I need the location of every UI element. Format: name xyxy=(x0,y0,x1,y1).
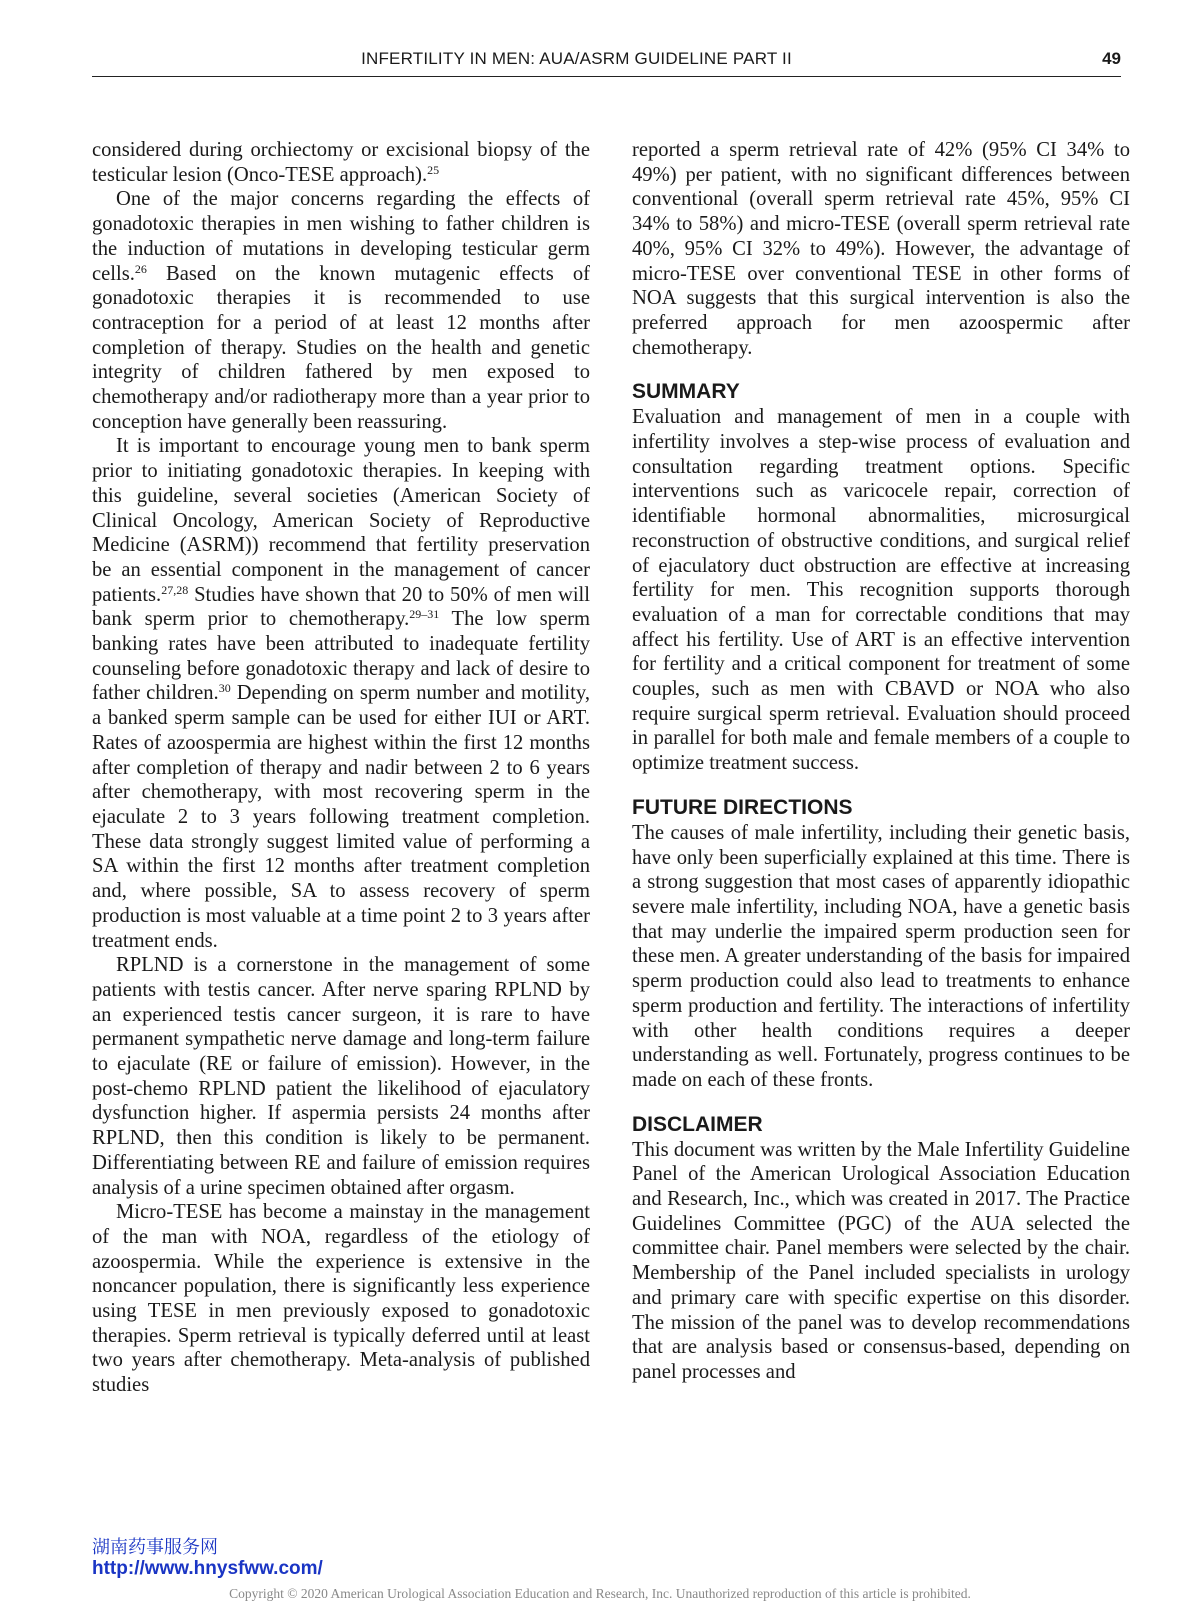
paragraph: RPLND is a cornerstone in the management of some patients with testis cancer. After nerve sparing RPLND by an experienced testis cancer surgeon, it is rare to have permanent sympathetic nerve damage and long-term failure to ejaculate (RE or failure of emission). However, in the post-chemo RPLND patient the likelihood of ejaculatory dysfunction higher. If aspermia persists 24 months after RPLND, then this condition is likely to be permanent. Differentiating between RE and failure of emission requires analysis of a urine specimen obtained after orgasm. xyxy=(92,954,590,1199)
citation-ref: 26 xyxy=(134,261,147,276)
citation-ref: 30 xyxy=(218,681,231,696)
right-column xyxy=(632,138,1130,1385)
running-header xyxy=(92,48,1121,77)
paragraph: The causes of male infertility, including their genetic basis, have only been superficially explained at this time. There is a strong suggestion that most cases of apparently idiopathic severe male infertility, including NOA, have a genetic basis that may underlie the impaired sperm production seen for these men. A greater understanding of the basis for impaired sperm production could also lead to treatments to enhance sperm production and fertility. The interactions of infertility with other health conditions requires a deeper understanding as well. Fortunately, progress continues to be made on each of these fronts. xyxy=(632,821,1130,1091)
paragraph-text: Depending on sperm number and motility, a banked sperm sample can be used for either IUI or ART. Rates of azoospermia are highest within the first 12 months after completion of therapy and nadir between 2 to 6 years after chemotherapy, with most recovering sperm in the ejaculate 2 to 3 years following treatment completion. These data strongly suggest limited value of performing a SA within the first 12 months after treatment completion and, where possible, SA to assess recovery of sperm production is most valuable at a time point 2 to 3 years after treatment ends. xyxy=(92,682,590,952)
citation-ref: 27,28 xyxy=(161,582,189,597)
paragraph: Evaluation and management of men in a couple with infertility involves a step-wise process of evaluation and consultation regarding treatment options. Specific interventions such as varicocele repair, correction of identifiable hormonal abnormalities, microsurgical reconstruction of obstructive conditions, and surgical relief of ejaculatory duct obstruction are effective at increasing fertility for men. This recognition supports thorough evaluation of a man for correctable conditions that may affect his fertility. Use of ART is an effective intervention for fertility and a critical component for treatment of some couples, such as men with CBAVD or NOA who also require surgical sperm retrieval. Evaluation should proceed in parallel for both male and female members of a couple to optimize treatment success. xyxy=(632,406,1130,775)
watermark-url: http://www.hnysfww.com/ xyxy=(92,1558,323,1579)
paragraph: This document was written by the Male Infertility Guideline Panel of the American Urological Association Education and Research, Inc., which was created in 2017. The Practice Guidelines Committee (PGC) of the AUA selected the committee chair. Panel members were selected by the chair. Membership of the Panel included specialists in urology and primary care with specific expertise on this disorder. The mission of the panel was to develop recommendations that are analysis based or consensus-based, depending on panel processes and xyxy=(632,1138,1130,1383)
citation-ref: 29–31 xyxy=(409,607,440,622)
paragraph-text: It is important to encourage young men to bank sperm prior to initiating gonadotoxic therapies. In keeping with this guideline, several societies (American Society of Clinical Oncology, American Society of Reproductive Medicine (ASRM)) recommend that fertility preservation be an essential component in the management of cancer patients. xyxy=(92,435,590,606)
citation-ref: 25 xyxy=(427,162,440,177)
paragraph: Micro-TESE has become a mainstay in the management of the man with NOA, regardless of the etiology of azoospermia. While the experience is extensive in the noncancer population, there is significantly less experience using TESE in men previously exposed to gonadotoxic therapies. Sperm retrieval is typically deferred until at least two years after chemotherapy. Meta-analysis of published studies xyxy=(92,1201,590,1397)
paragraph xyxy=(92,187,590,434)
paragraph-text: Based on the known mutagenic effects of gonadotoxic therapies it is recommended to use contraception for a period of at least 12 months after completion of therapy. Studies on the health and genetic integrity of children fathered by men exposed to chemotherapy and/or radiotherapy more than a year prior to conception have generally been reassuring. xyxy=(92,262,590,433)
page-number: 49 xyxy=(1102,49,1121,68)
paragraph-text: The low sperm banking rates have been attributed to inadequate fertility counseling before gonadotoxic therapy and lack of desire to father children. xyxy=(92,608,590,705)
section-heading-disclaimer: DISCLAIMER xyxy=(632,1112,763,1136)
paragraph-text: One of the major concerns regarding the effects of gonadotoxic therapies in men wishing to father children is the induction of mutations in developing testicular germ cells. xyxy=(92,188,590,285)
paragraph-text: Studies have shown that 20 to 50% of men will bank sperm prior to chemotherapy. xyxy=(92,583,590,631)
copyright-notice: Copyright © 2020 American Urological Association Education and Research, Inc. Unauthorized reproduction of this article is prohibited. xyxy=(229,1586,971,1601)
watermark xyxy=(92,1536,323,1580)
paragraph-text: considered during orchiectomy or excisional biopsy of the testicular lesion (Onco-TESE approach). xyxy=(92,139,590,186)
watermark-site-name: 湖南药事服务网 xyxy=(92,1537,218,1557)
section-heading-summary: SUMMARY xyxy=(632,380,740,404)
paragraph xyxy=(92,434,590,953)
section-heading-future-directions: FUTURE DIRECTIONS xyxy=(632,795,853,819)
paragraph xyxy=(92,138,590,187)
left-column xyxy=(92,138,590,1398)
paragraph: reported a sperm retrieval rate of 42% (95% CI 34% to 49%) per patient, with no significant differences between conventional (overall sperm retrieval rate 45%, 95% CI 34% to 58%) and micro-TESE (overall sperm retrieval rate 40%, 95% CI 32% to 49%). However, the advantage of micro-TESE over conventional TESE in other forms of NOA suggests that this surgical intervention is also the preferred approach for men azoospermic after chemotherapy. xyxy=(632,139,1130,359)
running-title: INFERTILITY IN MEN: AUA/ASRM GUIDELINE PART II xyxy=(361,49,792,68)
